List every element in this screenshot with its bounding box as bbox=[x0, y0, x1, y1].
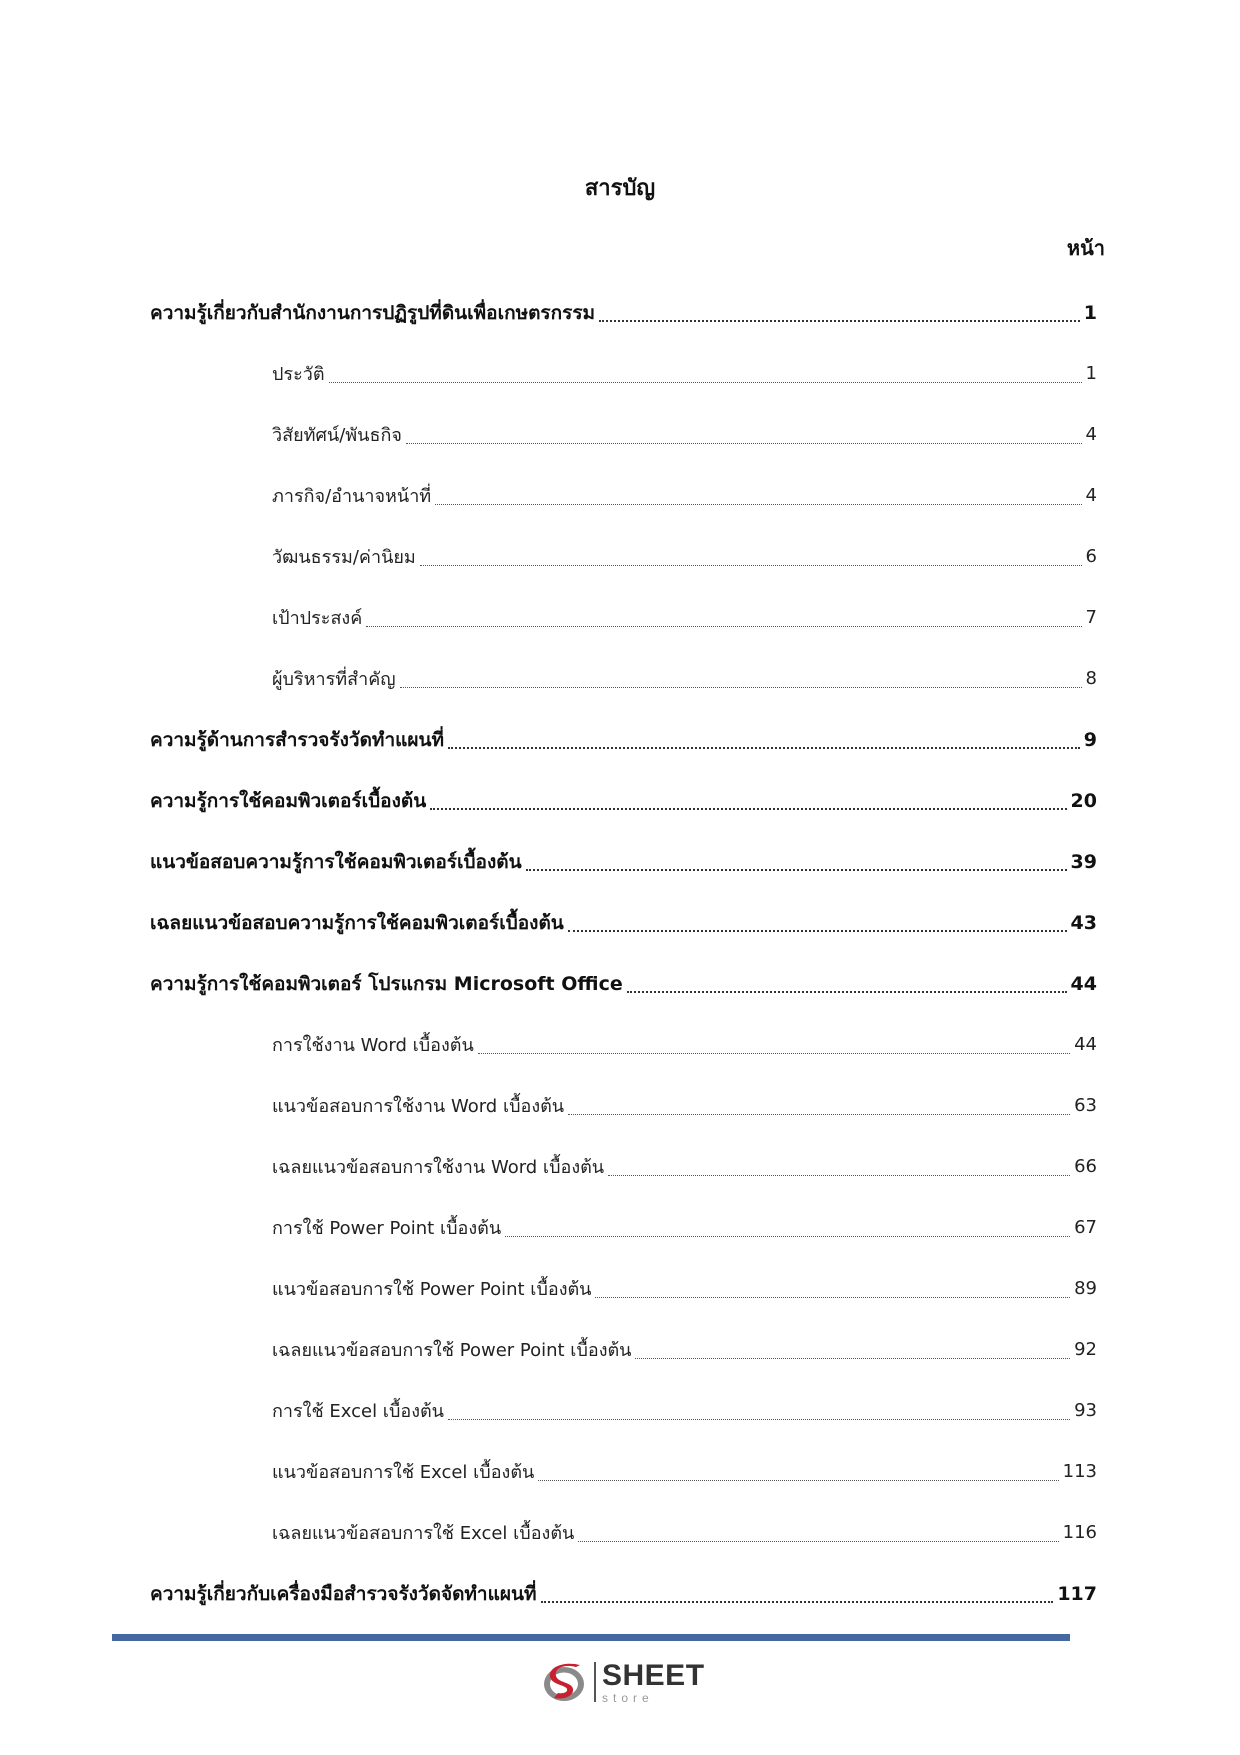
toc-subsection-row bbox=[150, 1075, 1097, 1136]
toc-section-row bbox=[150, 709, 1097, 770]
toc-subsection-row bbox=[150, 587, 1097, 648]
toc-entry-page: 89 bbox=[1074, 1278, 1097, 1299]
toc-entry-page: 6 bbox=[1085, 546, 1097, 567]
toc-entry-label: ความรู้เกี่ยวกับเครื่องมือสำรวจรังวัดจัดทำแผนที่ bbox=[150, 1582, 537, 1605]
logo-wordmark: SHEET bbox=[602, 1658, 705, 1692]
toc-entry-label: การใช้ Power Point เบื้องต้น bbox=[272, 1218, 502, 1239]
toc-entry-label: ความรู้เกี่ยวกับสำนักงานการปฏิรูปที่ดินเพื่อเกษตรกรรม bbox=[150, 301, 596, 324]
toc-subsection-row bbox=[150, 1319, 1097, 1380]
toc-subsection-row bbox=[150, 1197, 1097, 1258]
toc-entry-label: เฉลยแนวข้อสอบการใช้ Excel เบื้องต้น bbox=[272, 1523, 575, 1544]
toc-entry-label: ผู้บริหารที่สำคัญ bbox=[272, 669, 396, 690]
toc-subsection-row bbox=[150, 404, 1097, 465]
toc-dot-leader bbox=[505, 1235, 1070, 1237]
toc-entry-label: เฉลยแนวข้อสอบการใช้ Power Point เบื้องต้น bbox=[272, 1340, 632, 1361]
toc-entry-page: 93 bbox=[1074, 1400, 1097, 1421]
toc-entry-label: แนวข้อสอบการใช้ Excel เบื้องต้น bbox=[272, 1462, 535, 1483]
sheet-store-logo bbox=[542, 1656, 705, 1708]
sheet-store-logo-icon bbox=[542, 1658, 590, 1706]
toc-entry-label: ความรู้การใช้คอมพิวเตอร์เบื้องต้น bbox=[150, 789, 427, 812]
toc-entry-page: 92 bbox=[1074, 1339, 1097, 1360]
toc-section-row bbox=[150, 831, 1097, 892]
toc-entry-label: แนวข้อสอบการใช้ Power Point เบื้องต้น bbox=[272, 1279, 592, 1300]
toc-dot-leader bbox=[366, 625, 1081, 627]
toc-subsection-row bbox=[150, 343, 1097, 404]
page-column-header: หน้า bbox=[1066, 236, 1105, 260]
toc-entry-label: ภารกิจ/อำนาจหน้าที่ bbox=[272, 486, 432, 507]
toc-entry-label: แนวข้อสอบความรู้การใช้คอมพิวเตอร์เบื้องต้น bbox=[150, 850, 522, 873]
toc-entry-label: วัฒนธรรม/ค่านิยม bbox=[272, 547, 416, 568]
toc-dot-leader bbox=[538, 1479, 1058, 1481]
toc-dot-leader bbox=[568, 929, 1067, 932]
toc-entry-page: 1 bbox=[1083, 301, 1097, 324]
toc-dot-leader bbox=[400, 686, 1082, 688]
toc-entry-page: 113 bbox=[1062, 1461, 1097, 1482]
toc-dot-leader bbox=[595, 1296, 1070, 1298]
toc-entry-page: 39 bbox=[1070, 850, 1097, 873]
toc-entry-page: 63 bbox=[1074, 1095, 1097, 1116]
toc-entry-page: 1 bbox=[1085, 363, 1097, 384]
toc-entry-label: การใช้ Excel เบื้องต้น bbox=[272, 1401, 444, 1422]
toc-entry-label: แนวข้อสอบการใช้งาน Word เบื้องต้น bbox=[272, 1096, 565, 1117]
toc-dot-leader bbox=[406, 442, 1082, 444]
toc-subsection-row bbox=[150, 1136, 1097, 1197]
toc-entry-page: 4 bbox=[1085, 485, 1097, 506]
toc-subsection-row bbox=[150, 526, 1097, 587]
toc-dot-leader bbox=[526, 868, 1067, 871]
toc-dot-leader bbox=[435, 503, 1081, 505]
toc-dot-leader bbox=[599, 319, 1080, 322]
toc-entry-label: เป้าประสงค์ bbox=[272, 608, 363, 629]
toc-entry-label: วิสัยทัศน์/พันธกิจ bbox=[272, 425, 402, 446]
toc-subsection-row bbox=[150, 1441, 1097, 1502]
toc-section-row bbox=[150, 282, 1097, 343]
page-title: สารบัญ bbox=[584, 176, 656, 201]
toc-entry-page: 44 bbox=[1070, 972, 1097, 995]
toc-entry-label: เฉลยแนวข้อสอบความรู้การใช้คอมพิวเตอร์เบื้องต้น bbox=[150, 911, 564, 934]
toc-entry-page: 7 bbox=[1085, 607, 1097, 628]
toc-subsection-row bbox=[150, 465, 1097, 526]
toc-subsection-row bbox=[150, 1258, 1097, 1319]
toc-dot-leader bbox=[608, 1174, 1070, 1176]
toc-entry-label: เฉลยแนวข้อสอบการใช้งาน Word เบื้องต้น bbox=[272, 1157, 605, 1178]
toc-dot-leader bbox=[329, 381, 1082, 383]
toc-entry-page: 117 bbox=[1057, 1582, 1097, 1605]
footer-rule bbox=[112, 1634, 1070, 1641]
toc-entry-label: ความรู้ด้านการสำรวจรังวัดทำแผนที่ bbox=[150, 728, 444, 751]
toc-dot-leader bbox=[420, 564, 1082, 566]
toc-subsection-row bbox=[150, 648, 1097, 709]
table-of-contents bbox=[150, 282, 1097, 1624]
toc-entry-page: 44 bbox=[1074, 1034, 1097, 1055]
toc-entry-page: 43 bbox=[1070, 911, 1097, 934]
toc-section-row bbox=[150, 770, 1097, 831]
toc-entry-label: ประวัติ bbox=[272, 364, 325, 385]
toc-dot-leader bbox=[541, 1600, 1054, 1603]
toc-section-row bbox=[150, 953, 1097, 1014]
toc-entry-page: 20 bbox=[1070, 789, 1097, 812]
toc-dot-leader bbox=[627, 990, 1067, 993]
toc-entry-page: 8 bbox=[1085, 668, 1097, 689]
toc-entry-page: 116 bbox=[1062, 1522, 1097, 1543]
toc-subsection-row bbox=[150, 1380, 1097, 1441]
toc-dot-leader bbox=[478, 1052, 1070, 1054]
toc-dot-leader bbox=[568, 1113, 1070, 1115]
toc-subsection-row bbox=[150, 1014, 1097, 1075]
toc-subsection-row bbox=[150, 1502, 1097, 1563]
toc-entry-page: 9 bbox=[1083, 728, 1097, 751]
toc-section-row bbox=[150, 1563, 1097, 1624]
logo-separator bbox=[594, 1662, 596, 1702]
toc-section-row bbox=[150, 892, 1097, 953]
toc-dot-leader bbox=[448, 1418, 1070, 1420]
toc-entry-page: 4 bbox=[1085, 424, 1097, 445]
logo-subtitle: store bbox=[602, 1690, 654, 1705]
toc-entry-page: 66 bbox=[1074, 1156, 1097, 1177]
toc-dot-leader bbox=[430, 807, 1066, 810]
toc-dot-leader bbox=[448, 746, 1080, 749]
toc-dot-leader bbox=[578, 1540, 1058, 1542]
toc-entry-label: การใช้งาน Word เบื้องต้น bbox=[272, 1035, 474, 1056]
toc-dot-leader bbox=[635, 1357, 1070, 1359]
toc-entry-label: ความรู้การใช้คอมพิวเตอร์ โปรแกรม Microsoft Office bbox=[150, 972, 623, 995]
toc-entry-page: 67 bbox=[1074, 1217, 1097, 1238]
